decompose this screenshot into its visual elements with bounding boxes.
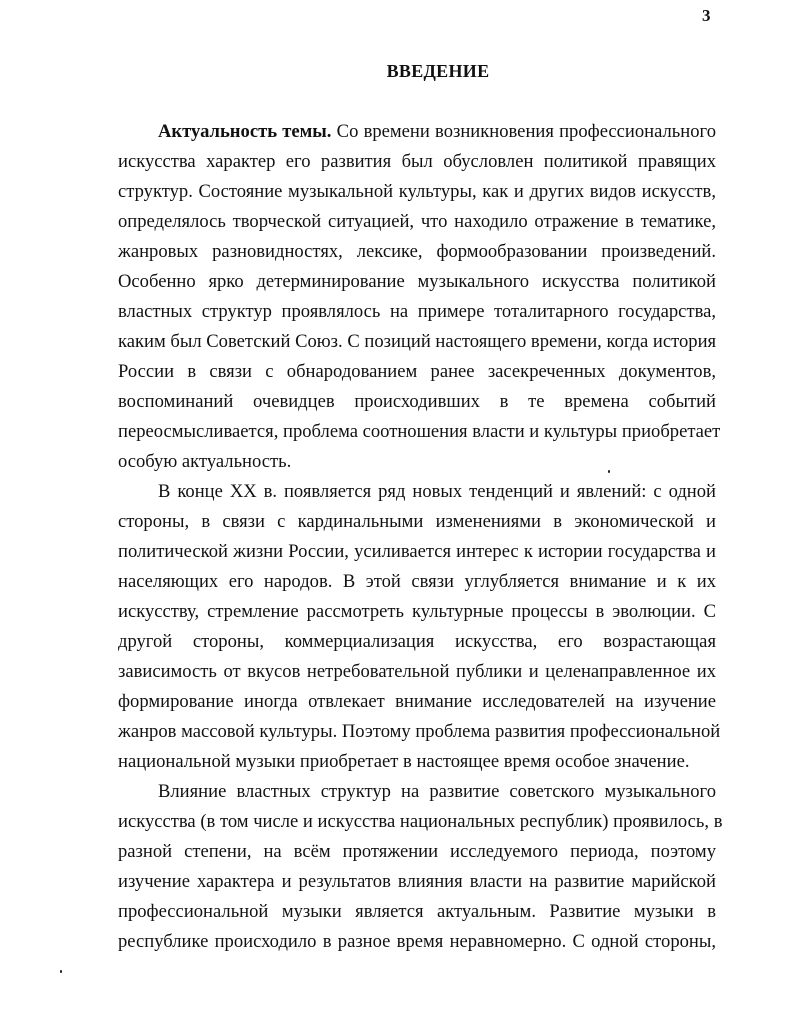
paragraph-2-line <box>118 691 716 713</box>
paragraph-1-line <box>158 121 716 143</box>
line-text: жанров массовой культуры. Поэтому проблема развития профессиональной <box>118 721 721 742</box>
line-text: искусству, стремление рассмотреть культурные процессы в эволюции. С <box>118 601 716 622</box>
paragraph-2-line <box>118 631 716 653</box>
paragraph-3-line <box>158 781 716 803</box>
line-text: профессиональной музыки является актуальным. Развитие музыки в <box>118 901 716 922</box>
lead-heading: Актуальность темы. <box>158 121 332 142</box>
paragraph-3-line <box>118 811 723 833</box>
line-text: стороны, в связи с кардинальными изменениями в экономической и <box>118 511 716 532</box>
paragraph-2-line <box>118 661 716 683</box>
paragraph-3-line <box>118 931 716 953</box>
line-text: России в связи с обнародованием ранее засекреченных документов, <box>118 361 716 382</box>
paragraph-1-line <box>118 271 716 293</box>
line-text: разной степени, на всём протяжении исследуемого периода, поэтому <box>118 841 716 862</box>
page-number: 3 <box>702 6 711 25</box>
paragraph-2-line <box>118 571 716 593</box>
line-text: политической жизни России, усиливается интерес к истории государства и <box>118 541 716 562</box>
line-text: жанровых разновидностях, лексике, формообразовании произведений. <box>118 241 716 262</box>
line-text: воспоминаний очевидцев происходивших в те времена событий <box>118 391 716 412</box>
paragraph-2-line <box>118 721 721 743</box>
paragraph-2-line <box>118 541 716 563</box>
line-text: искусства (в том числе и искусства национальных республик) проявилось, в <box>118 811 723 832</box>
line-text: Особенно ярко детерминирование музыкального искусства политикой <box>118 271 716 292</box>
paragraph-3-line <box>118 871 716 893</box>
paragraph-1-line <box>118 151 716 173</box>
line-text: Влияние властных структур на развитие советского музыкального <box>158 781 716 802</box>
line-text: изучение характера и результатов влияния власти на развитие марийской <box>118 871 716 892</box>
paragraph-2-line <box>118 601 716 623</box>
paragraph-1-line <box>118 301 716 323</box>
line-text: каким был Советский Союз. С позиций настоящего времени, когда история <box>118 331 717 352</box>
paragraph-1-line <box>118 421 721 443</box>
line-text: определялось творческой ситуацией, что находило отражение в тематике, <box>118 211 716 232</box>
line-text: формирование иногда отвлекает внимание исследователей на изучение <box>118 691 716 712</box>
paragraph-1-line <box>118 181 716 203</box>
line-text: структур. Состояние музыкальной культуры, как и других видов искусств, <box>118 181 716 202</box>
paragraph-1-line <box>118 241 716 263</box>
line-text: переосмысливается, проблема соотношения власти и культуры приобретает <box>118 421 721 442</box>
line-text: зависимость от вкусов нетребовательной публики и целенаправленное их <box>118 661 716 682</box>
paragraph-1-line <box>118 451 716 473</box>
line-text: особую актуальность. <box>118 451 292 472</box>
paragraph-3-line <box>118 841 716 863</box>
paragraph-2-line <box>118 511 716 533</box>
scan-speck <box>608 470 610 473</box>
paragraph-2-line <box>118 751 716 773</box>
line-text: республике происходило в разное время неравномерно. С одной стороны, <box>118 931 716 952</box>
paragraph-1-line <box>118 391 716 413</box>
section-title: ВВЕДЕНИЕ <box>386 61 490 81</box>
line-text: Со времени возникновения профессионального <box>331 121 716 142</box>
line-text: искусства характер его развития был обусловлен политикой правящих <box>118 151 716 172</box>
paragraph-1-line <box>118 331 716 353</box>
paragraph-1-line <box>118 361 716 383</box>
line-text: национальной музыки приобретает в настоящее время особое значение. <box>118 751 690 772</box>
line-text: населяющих его народов. В этой связи углубляется внимание и к их <box>118 571 716 592</box>
line-text: другой стороны, коммерциализация искусства, его возрастающая <box>118 631 716 652</box>
scan-speck <box>60 970 62 973</box>
line-text: В конце XX в. появляется ряд новых тенденций и явлений: с одной <box>158 481 716 502</box>
paragraph-1-line <box>118 211 716 233</box>
paragraph-2-line <box>158 481 716 503</box>
paragraph-3-line <box>118 901 716 923</box>
line-text: властных структур проявлялось на примере тоталитарного государства, <box>118 301 716 322</box>
